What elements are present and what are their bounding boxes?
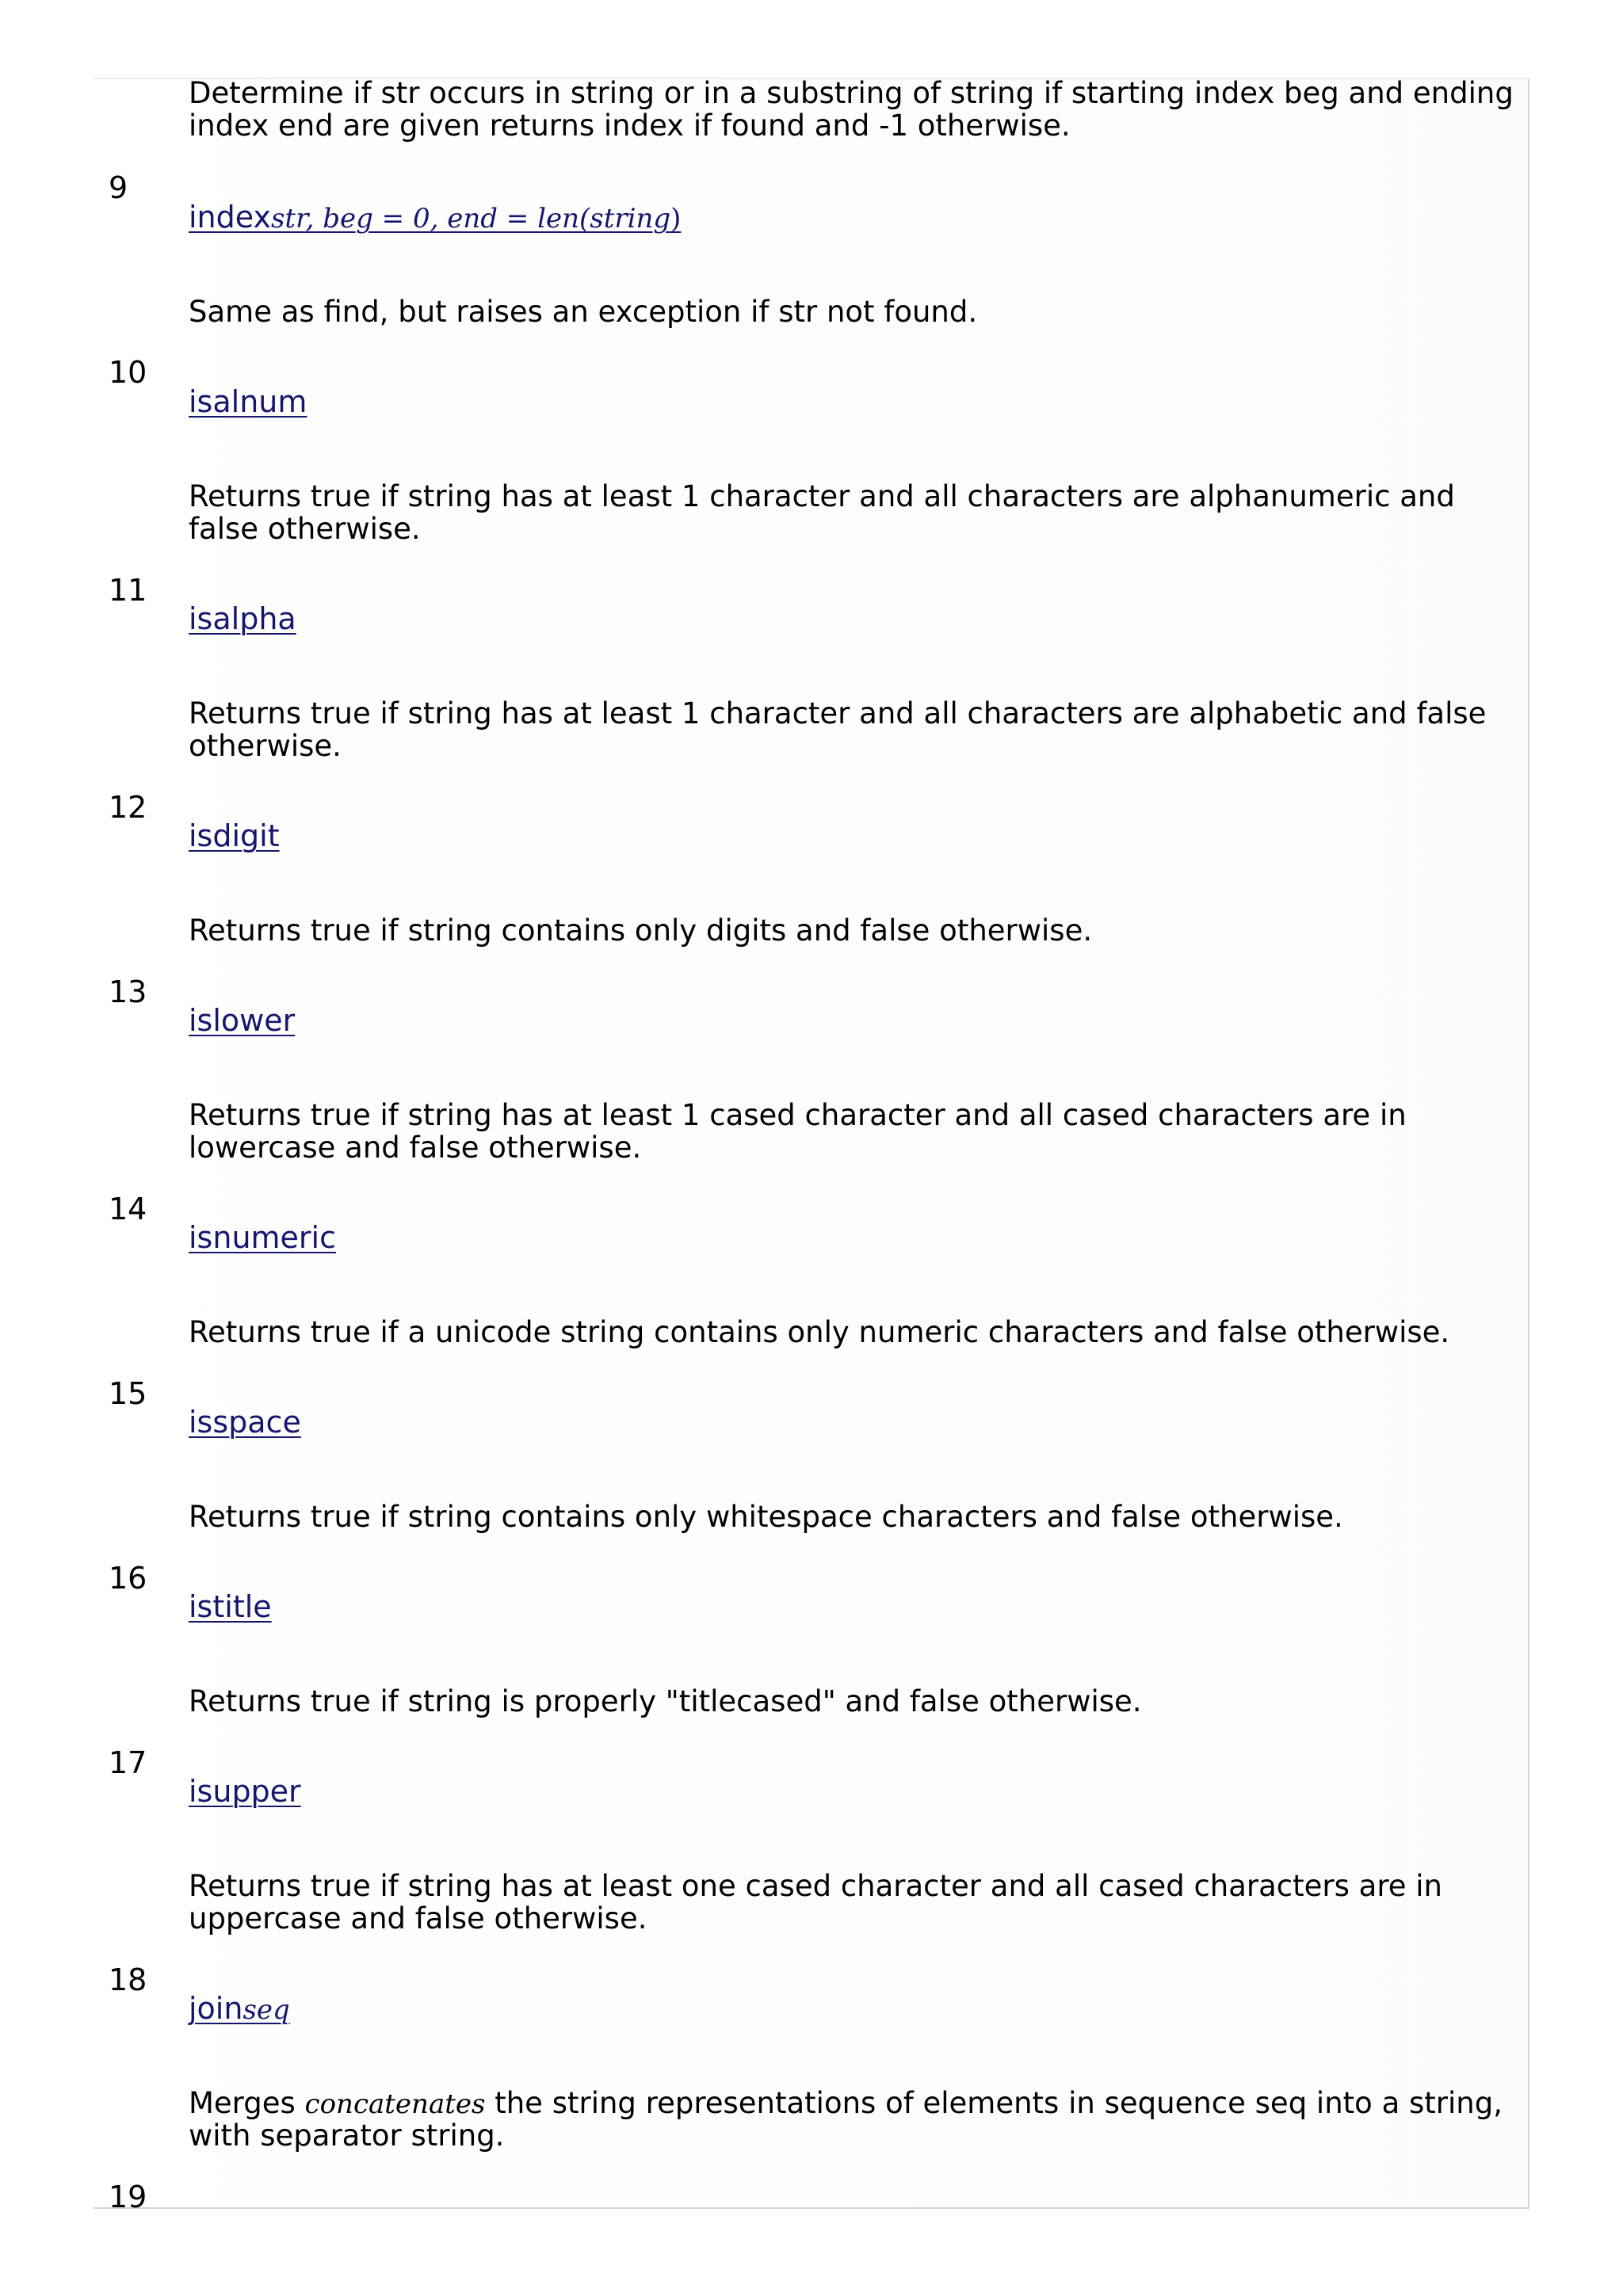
row-description-line: with separator string.	[189, 2119, 505, 2153]
row-number: 9	[109, 170, 128, 205]
method-link-index[interactable]	[189, 201, 681, 235]
method-link-islower[interactable]: islower	[189, 1003, 296, 1038]
method-link-isalnum[interactable]: isalnum	[189, 384, 307, 419]
row-number: 13	[109, 974, 147, 1009]
method-link-isalpha[interactable]: isalpha	[189, 601, 296, 636]
row-number: 18	[109, 1962, 147, 1997]
row-description-line: index end are given returns index if found and -1 otherwise.	[189, 109, 1071, 143]
row-description-line: Returns true if string contains only whitespace characters and false otherwise.	[189, 1500, 1343, 1534]
method-args: str, beg = 0, end = len(string	[270, 203, 671, 235]
row-number: 15	[109, 1376, 147, 1411]
row-number: 19	[109, 2180, 147, 2214]
row-description-line: Returns true if string has at least 1 cased character and all cased characters are in	[189, 1098, 1407, 1132]
description-emphasis: concatenates	[304, 2088, 486, 2120]
method-name: index	[189, 200, 271, 235]
method-link-isdigit[interactable]: isdigit	[189, 818, 280, 853]
method-name: join	[189, 1991, 243, 2026]
row-number: 11	[109, 573, 147, 608]
row-description-line: Returns true if string has at least one cased character and all cased characters are in	[189, 1869, 1442, 1903]
description-text: Merges	[189, 2086, 305, 2120]
row-description-line: Returns true if string has at least 1 character and all characters are alphanumeric and	[189, 479, 1455, 513]
method-args-close: )	[670, 203, 682, 235]
method-link-isnumeric[interactable]: isnumeric	[189, 1220, 336, 1255]
row-number: 12	[109, 790, 147, 825]
row-number: 10	[109, 355, 147, 390]
description-text: the string representations of elements in sequence seq into a string,	[485, 2086, 1503, 2120]
row-description-line: otherwise.	[189, 729, 342, 763]
row-description-line: Returns true if a unicode string contains only numeric characters and false otherwise.	[189, 1315, 1450, 1349]
method-link-join[interactable]	[189, 1993, 290, 2027]
row-number: 17	[109, 1745, 147, 1780]
row-description-line	[189, 2087, 1503, 2121]
method-link-istitle[interactable]: istitle	[189, 1589, 272, 1624]
row-description-line: uppercase and false otherwise.	[189, 1901, 647, 1936]
row-number: 14	[109, 1192, 147, 1226]
method-link-isspace[interactable]: isspace	[189, 1405, 301, 1440]
row-description-line: Returns true if string has at least 1 character and all characters are alphabetic and false	[189, 696, 1487, 730]
row-description-line: Returns true if string is properly "titlecased" and false otherwise.	[189, 1684, 1142, 1718]
row-description-line: false otherwise.	[189, 512, 421, 546]
row-description-line: Same as find, but raises an exception if str not found.	[189, 295, 978, 329]
method-args: seq	[242, 1994, 290, 2026]
row-description-line: Returns true if string contains only digits and false otherwise.	[189, 913, 1093, 948]
row-number: 16	[109, 1561, 147, 1596]
row-description-line: Determine if str occurs in string or in a substring of string if starting index beg and ending	[189, 76, 1514, 110]
method-link-isupper[interactable]: isupper	[189, 1774, 301, 1809]
row-description-line: lowercase and false otherwise.	[189, 1131, 642, 1165]
